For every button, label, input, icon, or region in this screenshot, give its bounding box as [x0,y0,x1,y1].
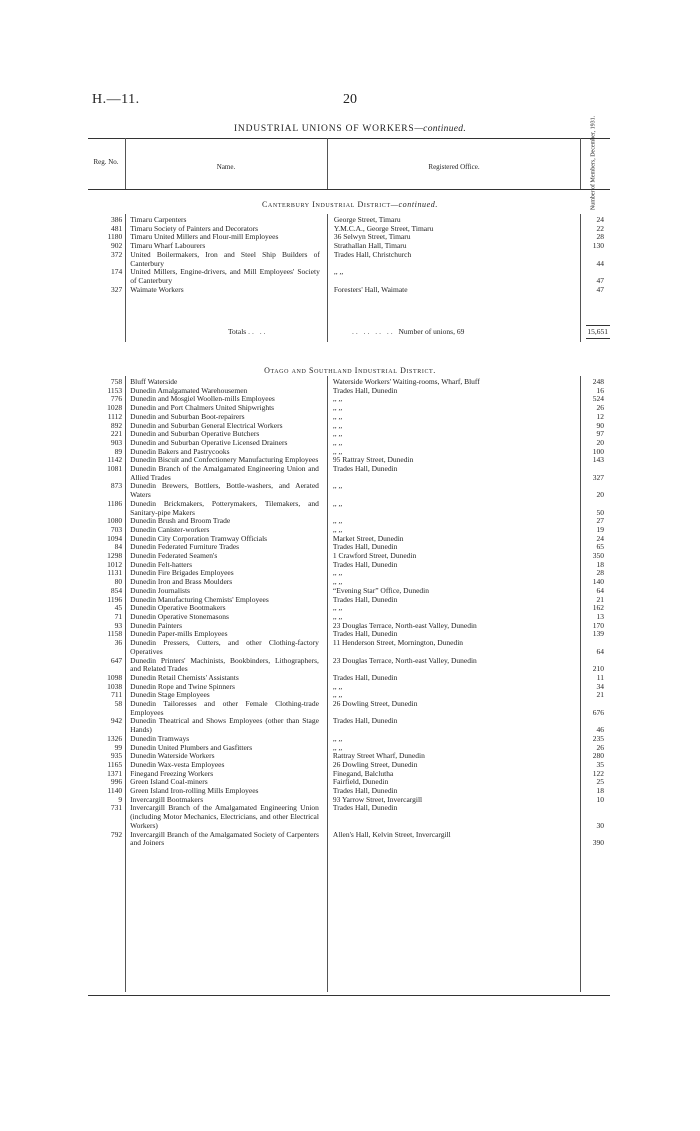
union-name-cell: Dunedin Printers' Machinists, Bookbinders, Lithographers, and Related Trades [130,655,319,674]
members-cell: 140 [592,577,604,587]
reg-no-cell: 1165 [107,759,123,769]
office-cell: 93 Yarrow Street, Invercargill [332,794,423,804]
office-cell: ,, ,, [332,733,343,743]
union-name-cell: Dunedin Retail Chemists' Assistants [130,672,239,682]
union-name-cell: Dunedin Journalists [130,585,190,595]
table-row [88,717,610,734]
table-row [88,804,610,830]
office-cell: 1 Crawford Street, Dunedin [332,551,417,561]
reg-no-cell: 1131 [107,568,123,578]
office-cell: ,, ,, [332,420,343,430]
members-cell: 28 [596,568,604,578]
members-cell: 28 [596,232,604,242]
office-cell: 36 Selwyn Street, Timaru [333,232,411,242]
table-row [88,286,610,295]
members-cell: 34 [596,681,604,691]
office-cell: ,, ,, [332,568,343,578]
office-cell: ,, ,, [332,437,343,447]
union-name-cell: Dunedin Amalgamated Warehousemen [130,385,248,395]
members-cell: 27 [596,516,604,526]
office-cell: ,, ,, [332,481,343,491]
union-name-cell: Invercargill Branch of the Amalgamated Engineering Union (including Motor Mechanics, Electricians, and other Electrical Workers) [130,803,319,830]
reg-no-cell: 89 [114,446,123,456]
office-cell: ,, ,, [332,690,343,700]
totals-value: 15,651 [587,327,608,336]
union-name-cell: Dunedin Painters [130,620,183,630]
members-cell: 210 [592,664,604,674]
office-cell: Waterside Workers' Waiting-rooms, Wharf, Bluff [332,377,480,386]
members-cell: 390 [592,838,604,848]
union-name-cell: Dunedin Wax-vesta Employees [130,759,225,769]
union-name-cell: Dunedin Tailoresses and other Female Clothing-trade Employees [130,699,319,717]
table-row [88,251,610,268]
office-cell: ,, ,, [332,742,343,752]
members-cell: 280 [592,751,604,761]
members-cell: 44 [596,258,604,268]
office-cell: ,, ,, [332,681,343,691]
reg-no-cell: 93 [114,620,123,630]
page-number: 20 [343,92,357,107]
members-cell: 676 [592,707,604,717]
office-cell: Finegand, Balclutha [332,768,394,778]
office-cell: Allen's Hall, Kelvin Street, Invercargill [332,829,451,839]
office-cell: Trades Hall, Dunedin [332,559,398,569]
office-cell: Trades Hall, Dunedin [332,629,398,639]
members-cell: 21 [596,594,604,604]
union-name-cell: Dunedin Tramways [130,733,190,743]
office-cell: Foresters' Hall, Waimate [333,284,408,294]
members-cell: 47 [596,275,604,285]
table-row [88,700,610,717]
union-name-cell: Dunedin and Suburban General Electrical Workers [130,420,283,430]
reg-no-cell: 758 [110,377,123,386]
members-cell: 18 [596,786,604,796]
reg-no-cell: 58 [114,699,123,709]
reg-no-cell: 174 [111,267,123,277]
reg-no-cell: 71 [114,611,123,621]
union-name-cell: Green Island Iron-rolling Mills Employees [130,786,259,796]
reg-no-cell: 1080 [107,516,123,526]
union-name-cell: Invercargill Bootmakers [130,794,204,804]
members-cell: 11 [596,672,604,682]
union-name-cell: Dunedin and Suburban Operative Butchers [130,429,260,439]
office-cell: ,, ,, [332,611,343,621]
members-cell: 46 [596,725,604,735]
members-cell: 16 [596,385,604,395]
office-cell: ,, ,, [332,516,343,526]
reg-no-cell: 327 [111,284,123,294]
reg-no-cell: 1180 [107,232,123,242]
table-row [88,500,610,517]
office-cell: Trades Hall, Dunedin [332,672,398,682]
header-rule-top [88,138,610,139]
members-cell: 64 [596,585,604,595]
reg-no-cell: 711 [111,690,123,700]
bottom-rule [88,995,610,996]
office-cell: Trades Hall, Dunedin [332,385,398,395]
union-name-cell: Dunedin Canister-workers [130,524,210,534]
col-header-members: Number of Members, December, 1931. [590,115,597,211]
office-cell: 11 Henderson Street, Mornington, Dunedin [332,638,464,648]
col-divider-3 [580,138,581,189]
members-cell: 64 [596,646,604,656]
reg-no-cell: 1140 [107,786,123,796]
members-cell: 24 [596,215,604,224]
members-cell: 47 [596,284,604,294]
union-name-cell: Dunedin and Mosgiel Woollen-mills Employees [130,394,275,404]
union-name-cell: Dunedin Operative Stonemasons [130,611,229,621]
title-main: INDUSTRIAL UNIONS OF WORKERS [233,124,415,134]
reg-no-cell: 221 [110,429,123,439]
union-name-cell: Waimate Workers [130,284,184,294]
union-name-cell: United Millers, Engine-drivers, and Mill Employees' Society of Canterbury [130,267,320,285]
col-header-office: Registered Office. [428,163,480,171]
office-cell: Rattray Street Wharf, Dunedin [332,751,425,761]
union-name-cell: Dunedin Rope and Twine Spinners [130,681,235,691]
members-cell: 25 [596,777,604,787]
members-cell: 90 [596,420,604,430]
office-cell: ,, ,, [333,267,344,277]
reg-no-cell: 1094 [107,533,123,543]
reg-no-cell: 776 [110,394,123,404]
col-header-name: Name. [216,163,236,171]
reg-no-cell: 386 [111,215,123,224]
section-table [88,378,610,848]
union-name-cell: Dunedin Bakers and Pastrycooks [130,446,230,456]
reg-no-cell: 854 [110,585,123,595]
reg-no-cell: 99 [114,742,123,752]
reg-no-cell: 36 [114,638,123,648]
members-cell: 19 [596,524,604,534]
reg-no-cell: 1028 [107,403,123,413]
office-cell: Fairfield, Dunedin [332,777,389,787]
union-name-cell: Dunedin Pressers, Cutters, and other Clothing-factory Operatives [130,638,319,656]
members-cell: 130 [592,241,604,251]
office-cell: ,, ,, [332,394,343,404]
section-heading: Otago and Southland Industrial District. [264,366,436,375]
members-cell: 13 [596,611,604,621]
members-cell: 248 [592,377,604,386]
table-row [88,465,610,482]
union-name-cell: Bluff Waterside [130,377,178,386]
members-cell: 22 [596,223,604,233]
office-cell: Trades Hall, Dunedin [332,716,398,726]
reg-no-cell: 731 [110,803,123,813]
reg-no-cell: 703 [110,524,123,534]
members-cell: 100 [592,446,604,456]
section-heading: Canterbury Industrial District—continued. [261,200,439,209]
reg-no-cell: 9 [118,794,123,804]
members-cell: 18 [596,559,604,569]
members-cell: 50 [596,507,604,517]
table-row [88,482,610,499]
union-name-cell: Dunedin and Suburban Operative Licensed Drainers [130,437,288,447]
office-cell: 26 Dowling Street, Dunedin [332,699,418,709]
members-cell: 20 [596,437,604,447]
union-name-cell: Timaru Carpenters [130,215,187,224]
reg-no-cell: 1371 [107,768,123,778]
reg-no-cell: 935 [110,751,123,761]
office-cell: Y.M.C.A., George Street, Timaru [333,223,434,233]
office-cell: George Street, Timaru [333,215,401,224]
reg-no-cell: 1038 [107,681,123,691]
union-name-cell: Green Island Coal-miners [130,777,208,787]
reg-no-cell: 792 [110,829,123,839]
office-cell: Strathallan Hall, Timaru [333,241,407,251]
table-row [88,639,610,656]
title-suffix: —continued. [414,124,467,134]
reg-no-cell: 1142 [107,455,123,465]
page-reference: H.—11. [92,92,140,107]
reg-no-cell: 1158 [107,629,123,639]
members-cell: 235 [592,733,604,743]
reg-no-cell: 45 [114,603,123,613]
office-cell: 95 Rattray Street, Dunedin [332,455,414,465]
reg-no-cell: 1326 [107,733,123,743]
reg-no-cell: 1196 [107,594,123,604]
col-header-reg: Reg. No. [93,158,119,166]
office-cell: ,, ,, [332,429,343,439]
union-name-cell: Dunedin Federated Seamen's [130,551,218,561]
union-name-cell: Dunedin United Plumbers and Gasfitters [130,742,253,752]
members-cell: 12 [596,411,604,421]
table-row [88,657,610,674]
office-cell: Trades Hall, Christchurch [333,249,412,259]
members-cell: 24 [596,533,604,543]
reg-no-cell: 80 [114,577,123,587]
union-name-cell: Dunedin City Corporation Tramway Officials [130,533,268,543]
office-cell: ,, ,, [332,524,343,534]
office-cell: ,, ,, [332,498,343,508]
union-name-cell: Dunedin Waterside Workers [130,751,215,761]
table-row [88,268,610,285]
table-row [88,831,610,848]
union-name-cell: Timaru United Millers and Flour-mill Employees [130,232,279,242]
reg-no-cell: 1081 [107,464,123,474]
office-cell: Trades Hall, Dunedin [332,786,398,796]
union-name-cell: Dunedin and Port Chalmers United Shipwrights [130,403,275,413]
members-cell: 10 [596,794,604,804]
union-name-cell: Dunedin Brewers, Bottlers, Bottle-washers, and Aerated Waters [130,481,319,500]
reg-no-cell: 372 [111,249,123,259]
office-cell: 23 Douglas Terrace, North-east Valley, Dunedin [332,655,477,665]
reg-no-cell: 996 [110,777,123,787]
office-cell: ,, ,, [332,577,343,587]
members-cell: 26 [596,403,604,413]
union-name-cell: Dunedin and Suburban Boot-repairers [130,411,245,421]
reg-no-cell: 1098 [107,672,123,682]
office-cell: ,, ,, [332,411,343,421]
union-name-cell: Dunedin Branch of the Amalgamated Engineering Union and Allied Trades [130,464,319,482]
union-name-cell: Dunedin Biscuit and Confectionery Manufacturing Employees [130,455,319,465]
office-cell: Trades Hall, Dunedin [332,803,398,813]
union-name-cell: Dunedin Felt-hatters [130,559,193,569]
office-cell: Trades Hall, Dunedin [332,542,398,552]
reg-no-cell: 902 [111,241,123,251]
members-cell: 327 [592,472,604,482]
union-name-cell: Dunedin Brush and Broom Trade [130,516,231,526]
reg-no-cell: 942 [110,716,123,726]
header-rule-bottom [88,189,610,190]
union-name-cell: Dunedin Stage Employees [130,690,210,700]
members-cell: 21 [596,690,604,700]
office-cell: ,, ,, [332,603,343,613]
members-cell: 97 [596,429,604,439]
union-name-cell: Dunedin Federated Furniture Trades [130,542,240,552]
members-cell: 162 [592,603,604,613]
reg-no-cell: 903 [110,437,123,447]
union-name-cell: Dunedin Operative Bootmakers [130,603,226,613]
union-name-cell: Dunedin Iron and Brass Moulders [130,577,233,587]
union-name-cell: Invercargill Branch of the Amalgamated Society of Carpenters and Joiners [130,829,319,848]
union-name-cell: Timaru Society of Painters and Decorators [130,223,259,233]
reg-no-cell: 1186 [107,498,123,508]
totals-label: Totals .. .. [228,327,268,336]
union-name-cell: Finegand Freezing Workers [130,768,214,778]
members-cell: 524 [592,394,604,404]
totals-rule-top [586,325,610,326]
members-cell: 122 [592,768,604,778]
office-cell: Trades Hall, Dunedin [332,594,398,604]
office-cell: “Evening Star” Office, Dunedin [332,585,430,595]
totals-unions: .. .. .. .. Number of unions, 69 [352,327,465,336]
reg-no-cell: 1112 [107,411,123,421]
members-cell: 170 [592,620,604,630]
reg-no-cell: 873 [110,481,123,491]
members-cell: 26 [596,742,604,752]
reg-no-cell: 481 [111,223,123,233]
union-name-cell: Dunedin Fire Brigades Employees [130,568,234,578]
office-cell: Trades Hall, Dunedin [332,464,398,474]
union-name-cell: Dunedin Theatrical and Shows Employees (other than Stage Hands) [130,716,319,735]
union-name-cell: Dunedin Brickmakers, Potterymakers, Tilemakers, and Sanitary-pipe Makers [130,498,319,517]
members-cell: 143 [592,455,604,465]
office-cell: Market Street, Dunedin [332,533,404,543]
reg-no-cell: 84 [114,542,123,552]
union-name-cell: Dunedin Manufacturing Chemists' Employees [130,594,269,604]
members-cell: 139 [592,629,604,639]
office-cell: ,, ,, [332,403,343,413]
members-cell: 35 [596,759,604,769]
reg-no-cell: 1012 [107,559,123,569]
reg-no-cell: 1298 [107,551,123,561]
office-cell: ,, ,, [332,446,343,456]
members-cell: 65 [596,542,604,552]
reg-no-cell: 647 [110,655,123,665]
reg-no-cell: 1153 [107,385,123,395]
reg-no-cell: 892 [110,420,123,430]
union-name-cell: Dunedin Paper-mills Employees [130,629,228,639]
members-cell: 20 [596,490,604,500]
union-name-cell: United Boilermakers, Iron and Steel Ship Builders of Canterbury [130,249,320,268]
office-cell: 23 Douglas Terrace, North-east Valley, Dunedin [332,620,477,630]
section-table [88,216,610,294]
union-name-cell: Timaru Wharf Labourers [130,241,206,251]
office-cell: 26 Dowling Street, Dunedin [332,759,418,769]
members-cell: 30 [596,820,604,830]
totals-rule-bottom [586,338,610,339]
members-cell: 350 [592,551,604,561]
